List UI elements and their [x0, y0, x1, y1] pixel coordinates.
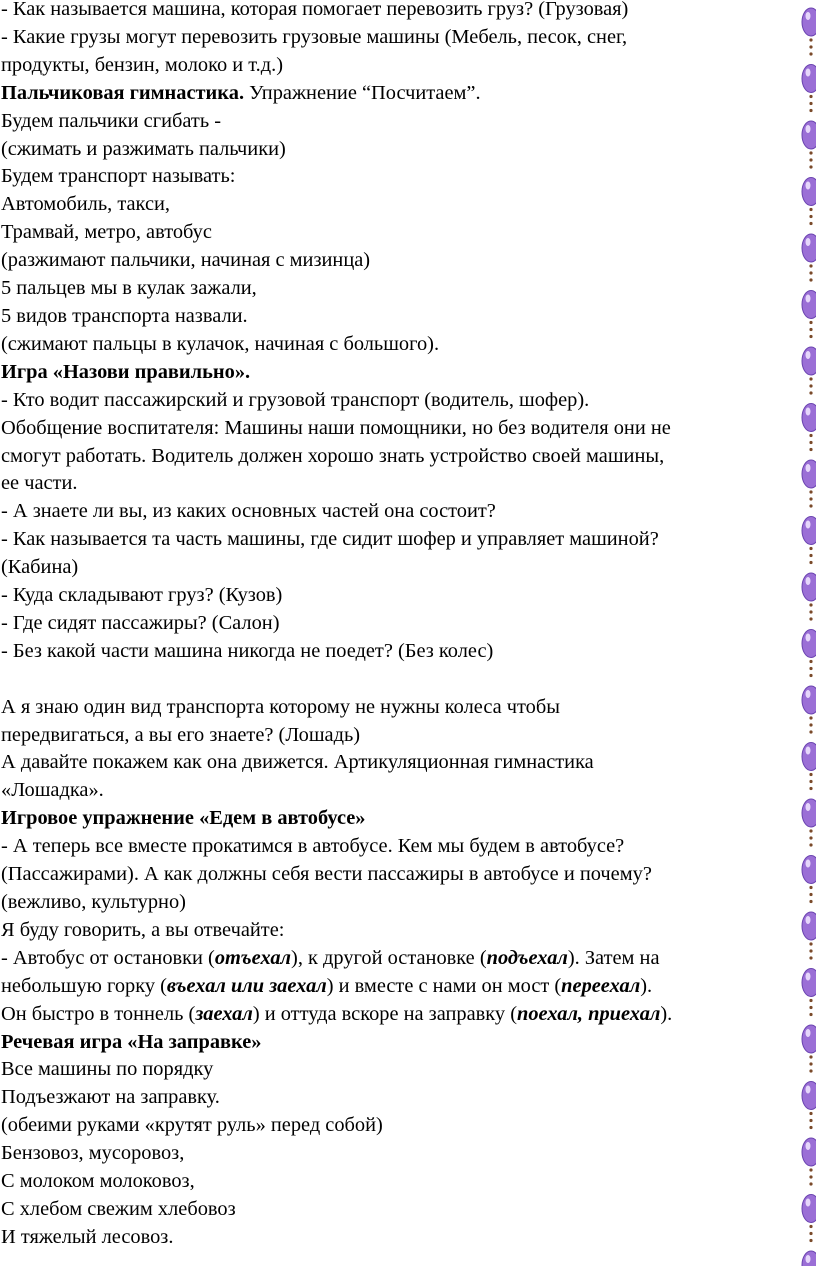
text-run: Автомобиль, такси,: [1, 193, 171, 216]
text-line: [1, 610, 809, 638]
text-line: [1, 1168, 809, 1196]
text-line: [1, 945, 809, 973]
bold-text: Речевая игра «На заправке»: [1, 1030, 262, 1053]
text-line: [1, 917, 809, 945]
bold-text: Игра «Назови правильно».: [1, 360, 251, 383]
text-line: [1, 1029, 809, 1057]
text-line: [1, 889, 809, 917]
text-line: [1, 1140, 809, 1168]
balloon-icon: [802, 686, 816, 734]
balloon-icon: [802, 969, 816, 1017]
text-line: [1, 387, 809, 415]
decorative-page-border: [798, 0, 816, 1266]
text-run: ) и вместе с нами он мост (: [326, 974, 562, 997]
text-run: небольшую горку (: [1, 974, 167, 997]
balloon-border-svg: [798, 0, 816, 1266]
text-run: передвигаться, а вы его знаете? (Лошадь): [1, 723, 361, 746]
text-run: 5 пальцев мы в кулак зажали,: [1, 277, 257, 300]
balloon-icon: [802, 856, 816, 904]
text-line: [1, 554, 809, 582]
text-run: Трамвай, метро, автобус: [1, 221, 212, 244]
text-run: (сжимать и разжимать пальчики): [1, 137, 286, 160]
text-line: [1, 973, 809, 1001]
text-run: (Кабина): [1, 556, 79, 579]
text-run: - Кто водит пассажирский и грузовой транспорт (водитель, шофер).: [1, 388, 590, 411]
text-line: [1, 359, 809, 387]
balloon-icon: [802, 1251, 816, 1266]
text-line: [1, 526, 809, 554]
text-run: Будем транспорт называть:: [1, 165, 236, 188]
balloon-icon: [802, 1025, 816, 1073]
text-run: 5 видов транспорта назвали.: [1, 304, 248, 327]
text-line: [1, 275, 809, 303]
text-line: [1, 219, 809, 247]
text-run: Упражнение “Посчитаем”.: [244, 81, 481, 104]
balloon-icon: [802, 799, 816, 847]
text-line: [1, 303, 809, 331]
bold-italic-text: подъехал: [486, 946, 568, 969]
text-line: [1, 470, 809, 498]
balloon-icon: [802, 912, 816, 960]
text-run: - А знаете ли вы, из каких основных частей она состоит?: [1, 500, 496, 523]
text-run: (Пассажирами). А как должны себя вести пассажиры в автобусе и почему?: [1, 863, 652, 886]
bold-text: Пальчиковая гимнастика.: [1, 81, 245, 104]
text-run: ).: [660, 1002, 673, 1025]
text-line: [1, 582, 809, 610]
text-line: [1, 0, 809, 24]
text-line: [1, 1224, 809, 1252]
text-line: [1, 1196, 809, 1224]
text-run: ). Затем на: [567, 946, 660, 969]
text-line: [1, 694, 809, 722]
text-run: - Куда складывают груз? (Кузов): [1, 584, 283, 607]
text-line: [1, 1056, 809, 1084]
text-line: [1, 1084, 809, 1112]
balloon-icon: [802, 573, 816, 621]
text-run: - Где сидят пассажиры? (Салон): [1, 611, 280, 634]
text-run: С молоком молоковоз,: [1, 1170, 195, 1193]
text-line: [1, 415, 809, 443]
balloon-icon: [802, 8, 816, 56]
text-line: [1, 638, 809, 666]
text-run: Обобщение воспитателя: Машины наши помощники, но без водителя они не: [1, 416, 671, 439]
text-run: (вежливо, культурно): [1, 890, 186, 913]
text-run: продукты, бензин, молоко и т.д.): [1, 53, 283, 76]
text-line: [1, 163, 809, 191]
bold-italic-text: переехал: [561, 974, 641, 997]
text-run: - Без какой части машина никогда не поедет? (Без колес): [1, 639, 494, 662]
balloon-icon: [802, 630, 816, 678]
text-run: И тяжелый лесовоз.: [1, 1225, 174, 1248]
text-run: - Как называется машина, которая помогает перевозить груз? (Грузовая): [1, 0, 629, 20]
balloon-icon: [802, 404, 816, 452]
text-run: ) и оттуда вскоре на заправку (: [252, 1002, 518, 1025]
text-run: ).: [640, 974, 653, 997]
text-line: [1, 108, 809, 136]
text-line: [1, 80, 809, 108]
text-run: Будем пальчики сгибать -: [1, 109, 222, 132]
text-run: - Как называется та часть машины, где сидит шофер и управляет машиной?: [1, 528, 659, 551]
balloon-icon: [802, 517, 816, 565]
text-run: «Лошадка».: [1, 779, 104, 802]
text-line: [1, 498, 809, 526]
balloon-icon: [802, 347, 816, 395]
text-run: - Какие грузы могут перевозить грузовые машины (Мебель, песок, снег,: [1, 25, 628, 48]
text-run: смогут работать. Водитель должен хорошо знать устройство своей машины,: [1, 444, 665, 467]
text-run: Подъезжают на заправку.: [1, 1086, 220, 1109]
bold-text: Игровое упражнение «Едем в автобусе»: [1, 807, 366, 830]
text-run: А я знаю один вид транспорта которому не нужны колеса чтобы: [1, 695, 560, 718]
text-line: [1, 443, 809, 471]
text-line: [1, 749, 809, 777]
text-run: Он быстро в тоннель (: [1, 1002, 196, 1025]
balloon-icon: [802, 1138, 816, 1186]
text-run: - А теперь все вместе прокатимся в автобусе. Кем мы будем в автобусе?: [1, 835, 625, 858]
text-line: [1, 833, 809, 861]
balloon-icon: [802, 65, 816, 113]
text-line: [1, 1112, 809, 1140]
balloon-icon: [802, 1195, 816, 1243]
text-line: [1, 777, 809, 805]
text-line: [1, 722, 809, 750]
text-run: С хлебом свежим хлебовоз: [1, 1197, 236, 1220]
document-text: [1, 0, 809, 1252]
text-run: (сжимают пальцы в кулачок, начиная с большого).: [1, 332, 440, 355]
text-run: ее части.: [1, 472, 78, 495]
text-line: [1, 805, 809, 833]
balloon-icon: [802, 460, 816, 508]
text-line: [1, 1001, 809, 1029]
text-run: (обеими руками «крутят руль» перед собой): [1, 1114, 383, 1137]
text-line: [1, 191, 809, 219]
text-run: Все машины по порядку: [1, 1058, 214, 1081]
bold-italic-text: заехал: [195, 1002, 253, 1025]
balloon-icon: [802, 121, 816, 169]
bold-italic-text: отъехал: [214, 946, 292, 969]
text-run: Я буду говорить, а вы отвечайте:: [1, 918, 285, 941]
bold-italic-text: поехал, приехал: [517, 1002, 661, 1025]
text-line: [1, 861, 809, 889]
text-line: [1, 136, 809, 164]
balloon-icon: [802, 234, 816, 282]
text-run: (разжимают пальчики, начиная с мизинца): [1, 249, 371, 272]
bold-italic-text: въехал или заехал: [166, 974, 327, 997]
text-line: [1, 52, 809, 80]
text-run: ), к другой остановке (: [291, 946, 487, 969]
balloon-icon: [802, 1082, 816, 1130]
text-line: [1, 24, 809, 52]
balloon-icon: [802, 743, 816, 791]
text-run: А давайте покажем как она движется. Артикуляционная гимнастика: [1, 751, 594, 774]
text-line: [1, 247, 809, 275]
text-run: Бензовоз, мусоровоз,: [1, 1142, 185, 1165]
text-line: [1, 331, 809, 359]
blank-line: [1, 666, 809, 694]
balloon-icon: [802, 291, 816, 339]
balloon-icon: [802, 178, 816, 226]
text-run: - Автобус от остановки (: [1, 946, 215, 969]
